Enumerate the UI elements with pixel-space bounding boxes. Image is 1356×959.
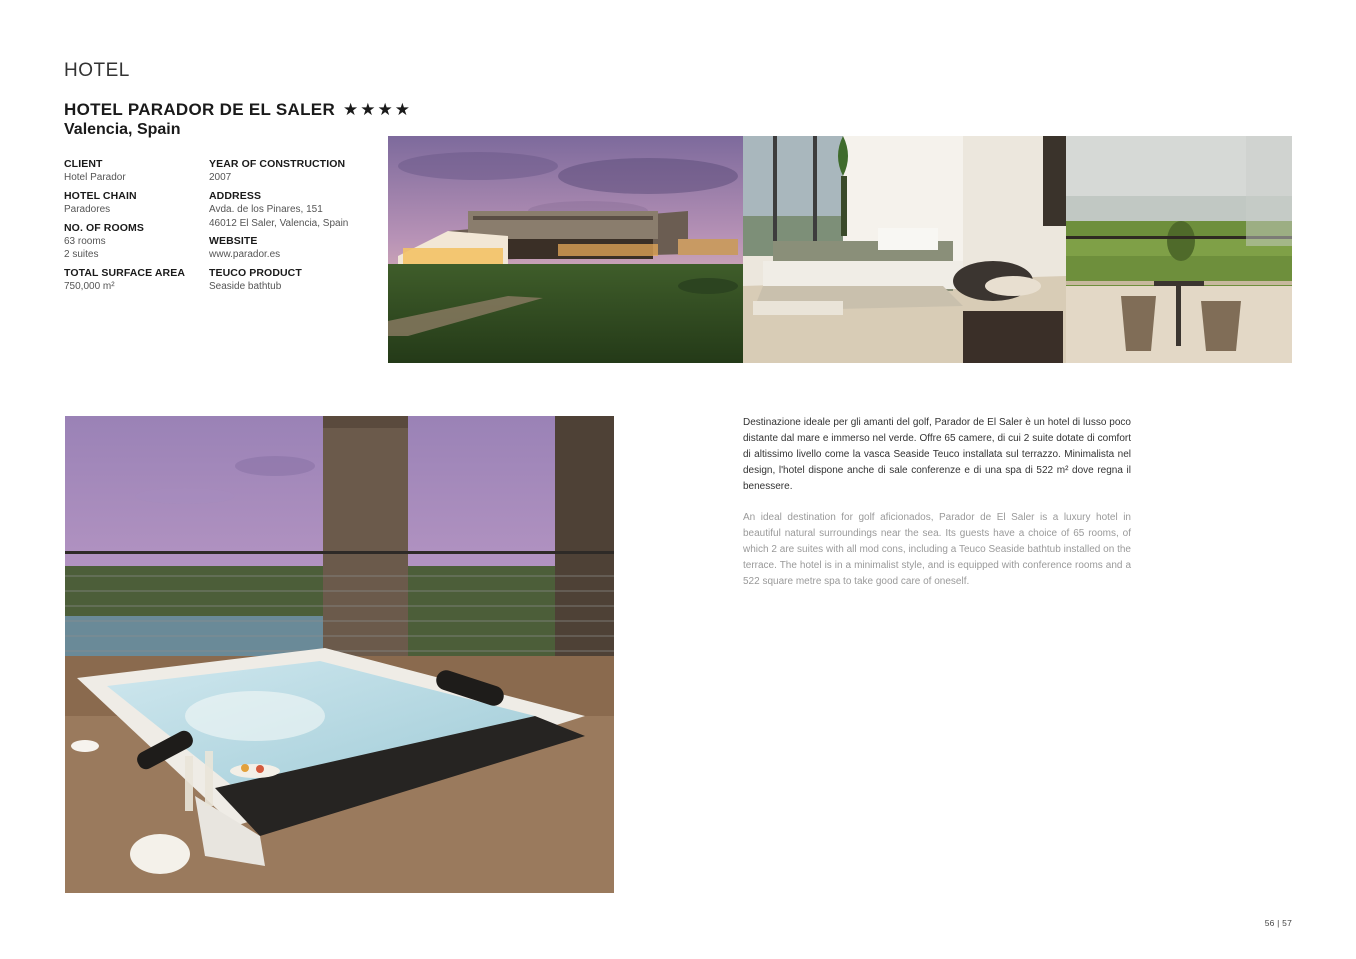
section-label: HOTEL (64, 60, 130, 81)
description-italian: Destinazione ideale per gli amanti del golf, Parador de El Saler è un hotel di lusso poco distante dal mare e immerso nel verde. Offre 65 camere, di cui 2 suite dotate di comfort di altissimo livello come la vasca Seaside Teuco installata sul terrazzo. Minimalista nel design, l'hotel dispone anche di sale conferenze e di una spa di 522 m² dove regna il benessere. (743, 417, 1131, 492)
address-label: ADDRESS (209, 189, 262, 202)
year-label: YEAR OF CONSTRUCTION (209, 158, 346, 170)
details-column-right (209, 157, 379, 294)
hotel-title (64, 100, 412, 120)
website-value: www.parador.es (209, 249, 281, 261)
rooms-label: NO. OF ROOMS (64, 221, 144, 234)
hotel-location: Valencia, Spain (64, 121, 181, 138)
product-label: TEUCO PRODUCT (209, 267, 302, 280)
surface-area-value: 750,000 m² (64, 281, 115, 293)
hotel-exterior-photo (388, 136, 743, 363)
bathtub-photo (65, 416, 614, 893)
terrace-photo (1066, 136, 1292, 363)
details-column-left (64, 157, 224, 294)
star-rating: ★★★★ (343, 100, 412, 119)
website-label: WEBSITE (209, 235, 258, 248)
rooms-value: 63 rooms 2 suites (64, 235, 106, 261)
product-value: Seaside bathtub (209, 281, 282, 293)
hotel-chain-value: Paradores (64, 203, 111, 215)
client-label: CLIENT (64, 158, 103, 170)
address-value: Avda. de los Pinares, 151 46012 El Saler, Valencia, Spain (209, 203, 349, 229)
client-value: Hotel Parador (64, 172, 126, 183)
hotel-name: HOTEL PARADOR DE EL SALER (64, 100, 336, 119)
page-number: 56 | 57 (1264, 918, 1292, 928)
bedroom-photo (743, 136, 1066, 363)
surface-area-label: TOTAL SURFACE AREA (64, 267, 186, 280)
description-english: An ideal destination for golf aficionados, Parador de El Saler is a luxury hotel in beautiful natural surroundings near the sea. Its guests have a choice of 65 rooms, of which 2 are suites with all mod cons, including a Teuco Seaside bathtub installed on the terrace. The hotel is in a minimalist style, and is equipped with conference rooms and a 522 square metre spa to take good care of oneself. (743, 512, 1131, 587)
year-value: 2007 (209, 172, 232, 183)
hotel-chain-label: HOTEL CHAIN (64, 189, 137, 202)
